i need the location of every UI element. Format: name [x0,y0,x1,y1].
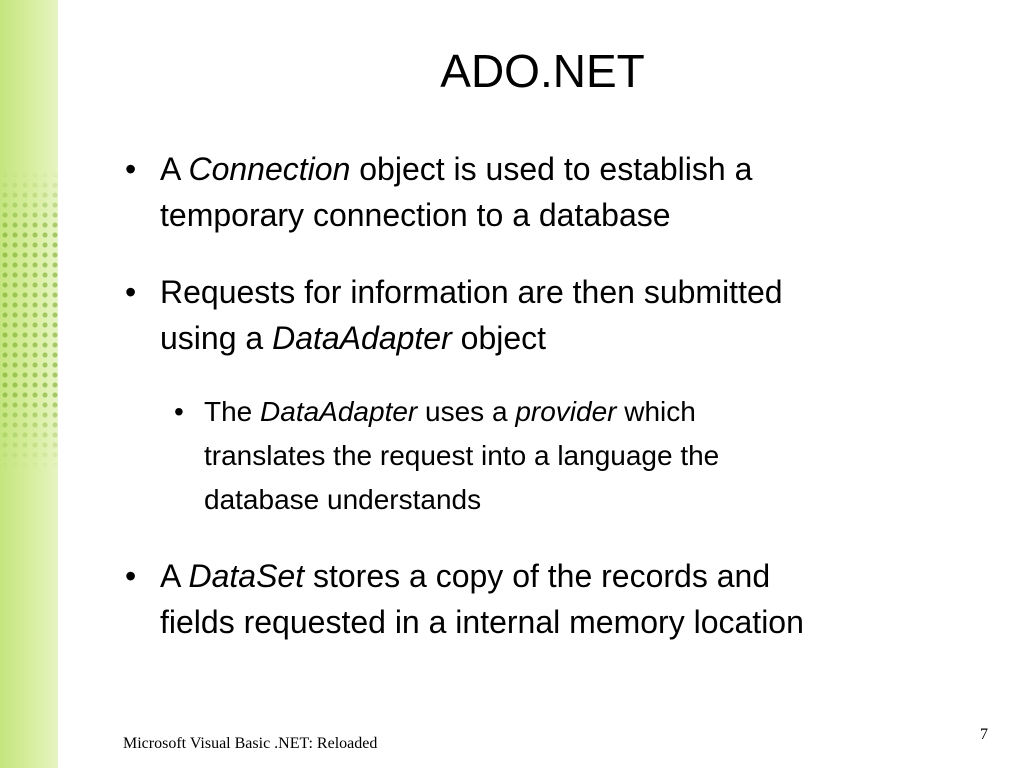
page-number: 7 [980,726,988,743]
bullet-dataset [125,553,804,645]
sub-bullet-line: database understands [204,484,482,515]
bullet-line: fields requested in a internal memory location [160,604,804,640]
slide-title: ADO.NET [440,45,645,97]
bullet-line: A DataSet stores a copy of the records and [160,558,771,594]
bullet-marker: • [125,151,137,187]
bullet-marker: • [125,558,137,594]
bullet-requests [125,269,783,361]
bullet-line: temporary connection to a database [160,197,671,233]
sub-bullet-marker: • [174,396,184,427]
bullet-connection [125,146,753,238]
bullet-marker: • [125,274,137,310]
bullet-line: Requests for information are then submitted [160,274,783,310]
sub-bullet-dataadapter [174,390,720,522]
sub-bullet-line: translates the request into a language the [204,440,720,471]
bullet-line: using a DataAdapter object [160,320,547,356]
sub-bullet-line: The DataAdapter uses a provider which [204,396,696,427]
slide-footer: Microsoft Visual Basic .NET: Reloaded [123,735,378,752]
bullet-line: A Connection object is used to establish a [160,151,753,187]
